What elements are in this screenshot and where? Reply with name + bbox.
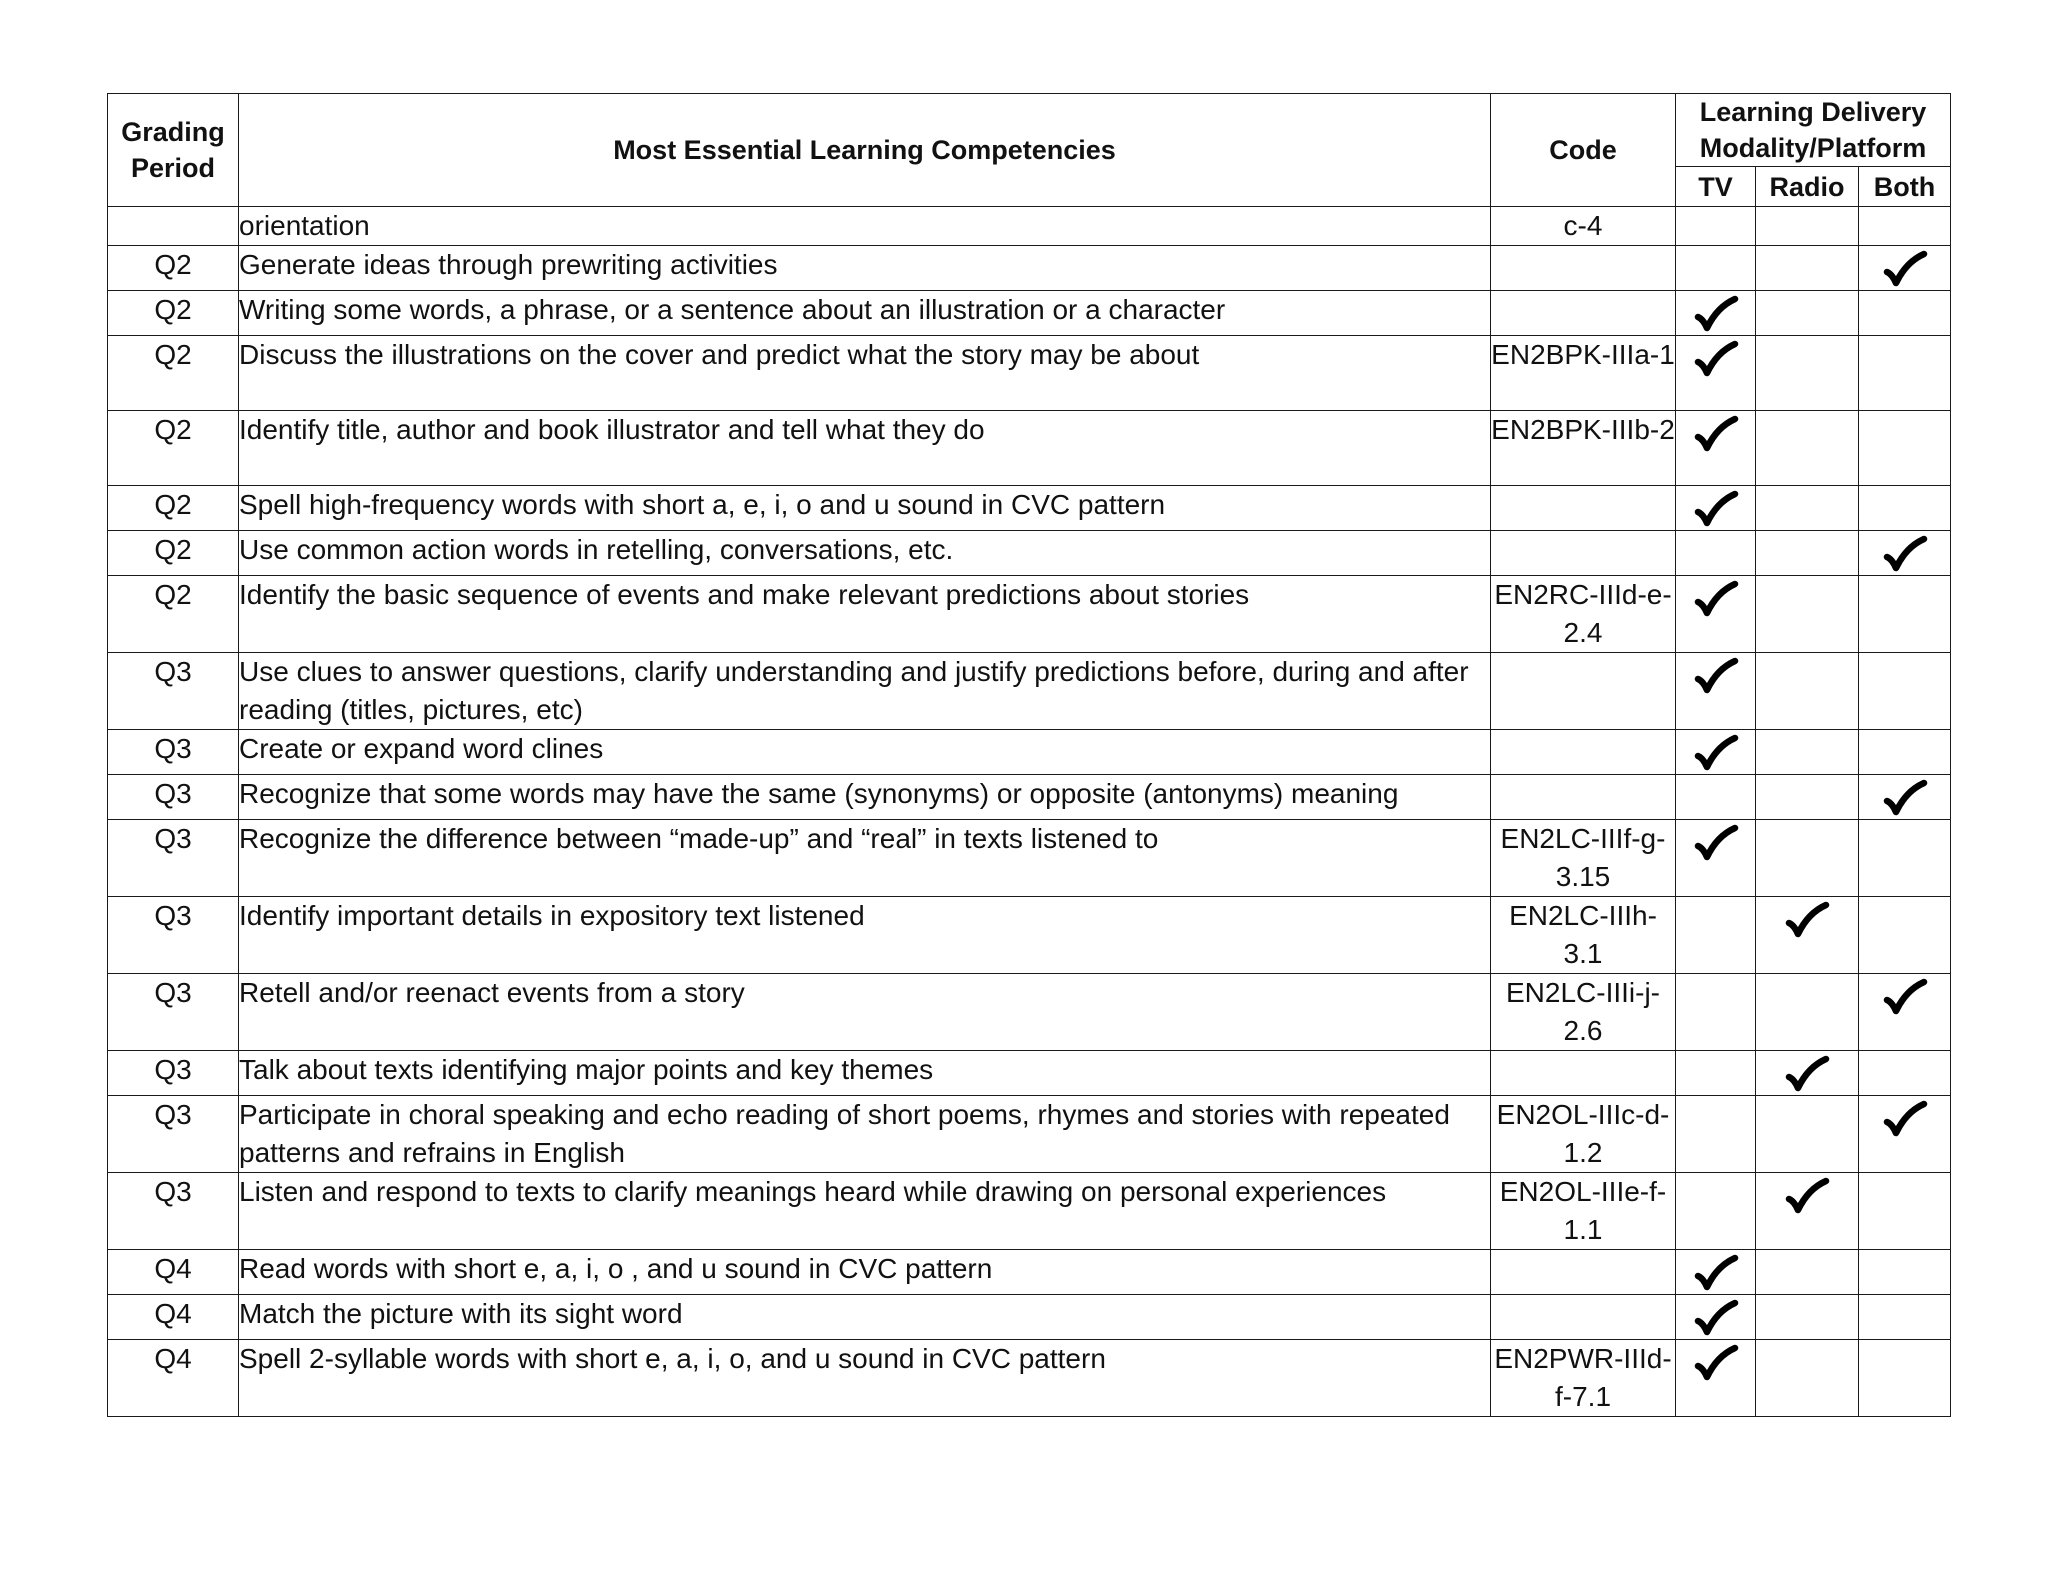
table-row: [108, 207, 1951, 246]
radio-cell: [1756, 1051, 1859, 1096]
table-body: [108, 207, 1951, 1417]
code-cell: EN2RC-IIId-e-2.4: [1491, 576, 1676, 653]
radio-cell: [1756, 291, 1859, 336]
table-row: [108, 1250, 1951, 1295]
checkmark-icon: [1882, 779, 1928, 819]
table-row: [108, 246, 1951, 291]
radio-cell: [1756, 1295, 1859, 1340]
tv-cell: [1676, 1340, 1756, 1417]
radio-cell: [1756, 486, 1859, 531]
grading-period-cell: Q3: [108, 897, 239, 974]
table-row: [108, 1096, 1951, 1173]
grading-period-cell: Q2: [108, 291, 239, 336]
grading-period-cell: Q3: [108, 974, 239, 1051]
grading-period-cell: Q2: [108, 336, 239, 411]
competency-cell: Writing some words, a phrase, or a sentence about an illustration or a character: [239, 291, 1491, 336]
radio-cell: [1756, 411, 1859, 486]
table-row: [108, 486, 1951, 531]
checkmark-icon: [1882, 1100, 1928, 1140]
checkmark-icon: [1693, 657, 1739, 697]
code-cell: [1491, 291, 1676, 336]
competency-cell: Create or expand word clines: [239, 730, 1491, 775]
header-grading-period: Grading Period: [108, 94, 239, 207]
radio-cell: [1756, 207, 1859, 246]
competency-cell: Identify the basic sequence of events and make relevant predictions about stories: [239, 576, 1491, 653]
table-row: [108, 576, 1951, 653]
tv-cell: [1676, 246, 1756, 291]
both-cell: [1859, 207, 1951, 246]
header-both: Both: [1859, 167, 1951, 207]
table-row: [108, 1340, 1951, 1417]
code-cell: c-4: [1491, 207, 1676, 246]
header-tv: TV: [1676, 167, 1756, 207]
checkmark-icon: [1882, 535, 1928, 575]
competency-cell: Use common action words in retelling, conversations, etc.: [239, 531, 1491, 576]
competency-cell: Participate in choral speaking and echo reading of short poems, rhymes and stories with repeated patterns and refrains in English: [239, 1096, 1491, 1173]
checkmark-icon: [1882, 250, 1928, 290]
radio-cell: [1756, 1250, 1859, 1295]
code-cell: [1491, 1051, 1676, 1096]
both-cell: [1859, 730, 1951, 775]
both-cell: [1859, 1340, 1951, 1417]
both-cell: [1859, 775, 1951, 820]
both-cell: [1859, 1096, 1951, 1173]
grading-period-cell: Q2: [108, 531, 239, 576]
checkmark-icon: [1693, 1299, 1739, 1339]
code-cell: [1491, 1295, 1676, 1340]
grading-period-cell: Q4: [108, 1250, 239, 1295]
competency-cell: Retell and/or reenact events from a story: [239, 974, 1491, 1051]
tv-cell: [1676, 486, 1756, 531]
code-cell: EN2LC-IIIi-j-2.6: [1491, 974, 1676, 1051]
checkmark-icon: [1693, 580, 1739, 620]
competency-cell: Discuss the illustrations on the cover and predict what the story may be about: [239, 336, 1491, 411]
both-cell: [1859, 411, 1951, 486]
checkmark-icon: [1784, 901, 1830, 941]
header-code: Code: [1491, 94, 1676, 207]
grading-period-cell: Q2: [108, 486, 239, 531]
code-cell: EN2PWR-IIId-f-7.1: [1491, 1340, 1676, 1417]
radio-cell: [1756, 653, 1859, 730]
both-cell: [1859, 1051, 1951, 1096]
competency-cell: Spell 2-syllable words with short e, a, i, o, and u sound in CVC pattern: [239, 1340, 1491, 1417]
code-cell: [1491, 246, 1676, 291]
table-row: [108, 653, 1951, 730]
header-radio: Radio: [1756, 167, 1859, 207]
both-cell: [1859, 336, 1951, 411]
grading-period-cell: Q4: [108, 1295, 239, 1340]
competency-cell: Read words with short e, a, i, o , and u sound in CVC pattern: [239, 1250, 1491, 1295]
checkmark-icon: [1693, 1344, 1739, 1384]
radio-cell: [1756, 730, 1859, 775]
radio-cell: [1756, 576, 1859, 653]
table-header: [108, 94, 1951, 207]
checkmark-icon: [1693, 1254, 1739, 1294]
table-row: [108, 291, 1951, 336]
competencies-table: [107, 93, 1951, 1417]
tv-cell: [1676, 531, 1756, 576]
tv-cell: [1676, 576, 1756, 653]
both-cell: [1859, 486, 1951, 531]
header-modality: Learning Delivery Modality/Platform: [1676, 94, 1951, 167]
both-cell: [1859, 1250, 1951, 1295]
checkmark-icon: [1693, 295, 1739, 335]
radio-cell: [1756, 336, 1859, 411]
grading-period-cell: Q3: [108, 1096, 239, 1173]
code-cell: [1491, 775, 1676, 820]
competency-cell: Talk about texts identifying major points and key themes: [239, 1051, 1491, 1096]
checkmark-icon: [1693, 415, 1739, 455]
tv-cell: [1676, 291, 1756, 336]
table-row: [108, 820, 1951, 897]
competency-cell: Identify important details in expository text listened: [239, 897, 1491, 974]
code-cell: EN2BPK-IIIa-1: [1491, 336, 1676, 411]
grading-period-cell: Q3: [108, 775, 239, 820]
table-row: [108, 336, 1951, 411]
checkmark-icon: [1784, 1055, 1830, 1095]
competency-cell: Match the picture with its sight word: [239, 1295, 1491, 1340]
radio-cell: [1756, 246, 1859, 291]
competency-cell: Identify title, author and book illustrator and tell what they do: [239, 411, 1491, 486]
competency-cell: Recognize the difference between “made-up” and “real” in texts listened to: [239, 820, 1491, 897]
grading-period-cell: Q3: [108, 1051, 239, 1096]
code-cell: EN2LC-IIIf-g-3.15: [1491, 820, 1676, 897]
grading-period-cell: Q2: [108, 246, 239, 291]
competency-cell: Spell high-frequency words with short a, e, i, o and u sound in CVC pattern: [239, 486, 1491, 531]
table-row: [108, 1051, 1951, 1096]
radio-cell: [1756, 1173, 1859, 1250]
checkmark-icon: [1693, 824, 1739, 864]
radio-cell: [1756, 531, 1859, 576]
tv-cell: [1676, 1250, 1756, 1295]
tv-cell: [1676, 653, 1756, 730]
code-cell: [1491, 486, 1676, 531]
checkmark-icon: [1693, 490, 1739, 530]
radio-cell: [1756, 820, 1859, 897]
tv-cell: [1676, 775, 1756, 820]
code-cell: EN2OL-IIIc-d-1.2: [1491, 1096, 1676, 1173]
grading-period-cell: Q3: [108, 653, 239, 730]
tv-cell: [1676, 1051, 1756, 1096]
grading-period-cell: Q3: [108, 1173, 239, 1250]
tv-cell: [1676, 1295, 1756, 1340]
both-cell: [1859, 291, 1951, 336]
table-row: [108, 411, 1951, 486]
grading-period-cell: Q4: [108, 1340, 239, 1417]
grading-period-cell: Q2: [108, 576, 239, 653]
grading-period-cell: Q2: [108, 411, 239, 486]
table-row: [108, 1173, 1951, 1250]
competency-cell: orientation: [239, 207, 1491, 246]
code-cell: EN2LC-IIIh-3.1: [1491, 897, 1676, 974]
competency-cell: Generate ideas through prewriting activities: [239, 246, 1491, 291]
tv-cell: [1676, 207, 1756, 246]
grading-period-cell: Q3: [108, 820, 239, 897]
both-cell: [1859, 246, 1951, 291]
radio-cell: [1756, 1096, 1859, 1173]
competency-cell: Recognize that some words may have the same (synonyms) or opposite (antonyms) meaning: [239, 775, 1491, 820]
table-row: [108, 974, 1951, 1051]
code-cell: [1491, 730, 1676, 775]
both-cell: [1859, 1173, 1951, 1250]
both-cell: [1859, 820, 1951, 897]
code-cell: EN2BPK-IIIb-2: [1491, 411, 1676, 486]
grading-period-cell: [108, 207, 239, 246]
table-row: [108, 730, 1951, 775]
tv-cell: [1676, 730, 1756, 775]
competency-cell: Use clues to answer questions, clarify understanding and justify predictions before, during and after reading (titles, pictures, etc): [239, 653, 1491, 730]
both-cell: [1859, 1295, 1951, 1340]
radio-cell: [1756, 775, 1859, 820]
header-competencies: Most Essential Learning Competencies: [239, 94, 1491, 207]
tv-cell: [1676, 1096, 1756, 1173]
both-cell: [1859, 897, 1951, 974]
code-cell: [1491, 1250, 1676, 1295]
tv-cell: [1676, 897, 1756, 974]
grading-period-cell: Q3: [108, 730, 239, 775]
competency-cell: Listen and respond to texts to clarify meanings heard while drawing on personal experiences: [239, 1173, 1491, 1250]
table-row: [108, 1295, 1951, 1340]
tv-cell: [1676, 974, 1756, 1051]
tv-cell: [1676, 336, 1756, 411]
both-cell: [1859, 576, 1951, 653]
code-cell: EN2OL-IIIe-f-1.1: [1491, 1173, 1676, 1250]
tv-cell: [1676, 820, 1756, 897]
both-cell: [1859, 653, 1951, 730]
checkmark-icon: [1784, 1177, 1830, 1217]
checkmark-icon: [1882, 978, 1928, 1018]
checkmark-icon: [1693, 734, 1739, 774]
checkmark-icon: [1693, 340, 1739, 380]
both-cell: [1859, 974, 1951, 1051]
tv-cell: [1676, 1173, 1756, 1250]
both-cell: [1859, 531, 1951, 576]
table-row: [108, 897, 1951, 974]
radio-cell: [1756, 974, 1859, 1051]
code-cell: [1491, 653, 1676, 730]
radio-cell: [1756, 897, 1859, 974]
table-row: [108, 775, 1951, 820]
table-row: [108, 531, 1951, 576]
code-cell: [1491, 531, 1676, 576]
tv-cell: [1676, 411, 1756, 486]
radio-cell: [1756, 1340, 1859, 1417]
